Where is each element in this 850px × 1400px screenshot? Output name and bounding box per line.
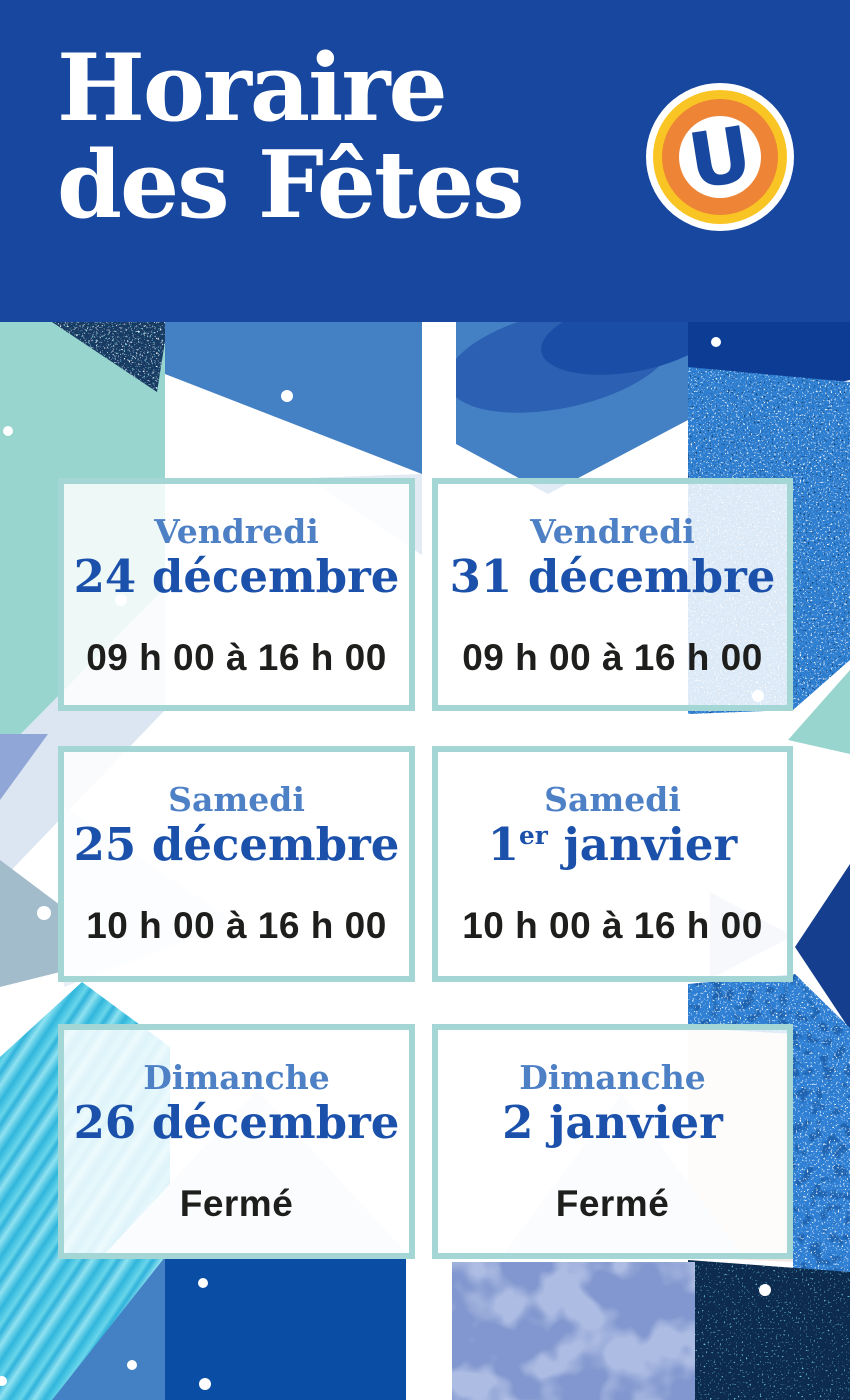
card-date	[502, 1097, 723, 1149]
card-date	[450, 551, 776, 603]
store-logo	[645, 82, 795, 232]
card-hours: 10 h 00 à 16 h 00	[86, 905, 387, 947]
card-hours: Fermé	[179, 1183, 294, 1225]
schedule-card	[432, 478, 793, 711]
poster-title-line2: des Fêtes	[57, 129, 523, 239]
card-day-label: Vendredi	[530, 512, 695, 551]
card-date-rest: janvier	[547, 818, 738, 872]
card-day-label: Dimanche	[143, 1058, 330, 1097]
royal-block-shape	[165, 1255, 406, 1400]
blue-top-left-shape	[165, 322, 422, 474]
card-date-text: 31 décembre	[449, 550, 776, 604]
poster-title	[57, 33, 523, 239]
card-date-text: 2 janvier	[502, 1096, 723, 1150]
schedule-card	[432, 746, 793, 982]
card-date	[74, 1097, 400, 1149]
poster-header	[0, 0, 850, 322]
dark-glitter-bottom-shape	[688, 1260, 850, 1400]
poster-title-line1: Horaire	[57, 33, 446, 142]
card-hours: 09 h 00 à 16 h 00	[86, 637, 387, 679]
card-hours: Fermé	[555, 1183, 670, 1225]
card-date	[74, 551, 400, 603]
card-date-sup: er	[519, 821, 548, 851]
schedule-card	[58, 1024, 415, 1259]
card-date-text: 26 décembre	[73, 1096, 400, 1150]
card-date-text: 24 décembre	[73, 550, 400, 604]
card-hours: 10 h 00 à 16 h 00	[462, 905, 763, 947]
card-day-label: Samedi	[544, 780, 681, 819]
card-date	[74, 819, 400, 871]
schedule-card	[432, 1024, 793, 1259]
blue-blob-top-right-shape	[438, 322, 725, 494]
schedule-card	[58, 746, 415, 982]
card-day-label: Vendredi	[154, 512, 319, 551]
schedule-card	[58, 478, 415, 711]
card-date-text: 1	[487, 818, 520, 872]
card-date-text: 25 décembre	[73, 818, 400, 872]
logo-letter-u-icon: U	[682, 108, 758, 207]
card-day-label: Samedi	[168, 780, 305, 819]
watercolor-shape	[452, 1262, 695, 1400]
card-hours: 09 h 00 à 16 h 00	[462, 637, 763, 679]
card-day-label: Dimanche	[519, 1058, 706, 1097]
card-date	[488, 819, 738, 871]
